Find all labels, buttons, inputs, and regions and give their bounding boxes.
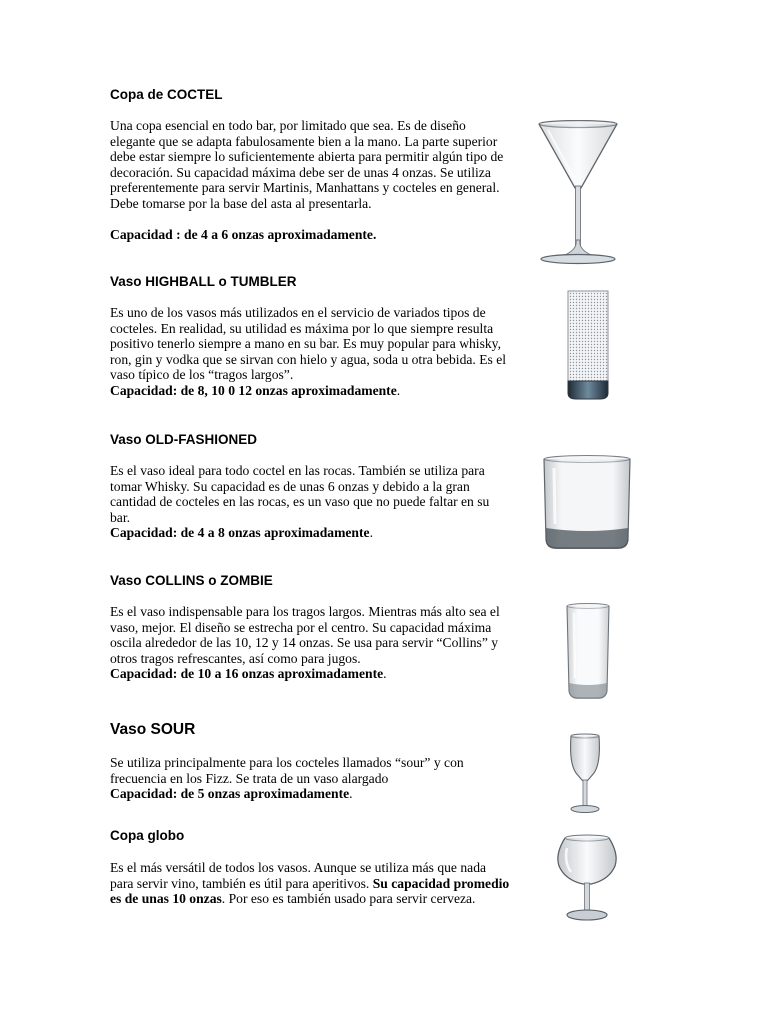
section-copa-coctel [110, 86, 520, 242]
sour-glass-icon [564, 733, 606, 817]
old-fashioned-glass-icon [542, 454, 632, 552]
section-title: Copa de COCTEL [110, 87, 223, 102]
highball-glass-icon [566, 289, 610, 401]
section-title: Copa globo [110, 828, 185, 843]
capacity-text: Capacidad : de 4 a 6 onzas aproximadamente. [110, 226, 377, 242]
section-title: Vaso COLLINS o ZOMBIE [110, 573, 273, 588]
section-body: Es uno de los vasos más utilizados en el servicio de variados tipos de cocteles. En realidad, su utilidad es máxima por lo que siempre resulta positivo tenerlo siempre a mano en su bar. Es muy popular para whisky, ron, gin y vodka que se sirvan con hielo y agua, soda u otra bebida. Es el vaso típico de los “tragos largos”. [110, 305, 507, 383]
section-title: Vaso SOUR [110, 721, 196, 738]
martini-glass-icon [538, 120, 618, 266]
section-body: Es el vaso ideal para todo coctel en las rocas. También se utiliza para tomar Whisky. Su capacidad es de unas 6 onzas y debido a la gran cantidad de cocteles en las rocas, es un vaso que no puede faltar en su bar. [110, 463, 490, 525]
section-vaso-highball [110, 273, 520, 399]
section-body: Es el vaso indispensable para los tragos largos. Mientras más alto sea el vaso, mejor. El diseño se estrecha por el centro. Su capacidad máxima oscila alrededor de las 10, 12 y 14 onzas. Se usa para servir “Collins” y otros tragos refrescantes, así como para jugos. [110, 604, 500, 666]
body-emphasis: Su capacidad promedio es de unas 10 onzas [110, 875, 510, 907]
section-body [110, 860, 510, 907]
capacity-text [110, 666, 520, 682]
section-title: Vaso OLD-FASHIONED [110, 432, 258, 447]
capacity-text [110, 383, 520, 399]
capacity-period: . [369, 525, 373, 541]
section-title: Vaso HIGHBALL o TUMBLER [110, 274, 297, 289]
capacity-value: Capacidad: de 4 a 8 onzas aproximadamente [110, 525, 370, 541]
body-text-end: . Por eso es también usado para servir cerveza. [221, 891, 476, 907]
capacity-period: . [349, 786, 353, 802]
section-body: Una copa esencial en todo bar, por limitado que sea. Es de diseño elegante que se adapta fabulosamente bien a la mano. La parte superior debe estar siempre lo suficientemente abierta para permitir algún tipo de decoración. Su capacidad máxima debe ser de unas 4 onzas. Se utiliza preferentemente para servir Martinis, Manhattans y cocteles en general. Debe tomarse por la base del asta al presentarla. [110, 118, 504, 211]
capacity-value: Capacidad: de 8, 10 0 12 onzas aproximadamente [110, 382, 397, 398]
collins-glass-icon [564, 603, 612, 701]
body-text: Es el más versátil de todos los vasos. Aunque se utiliza más que nada para servir vino, también es útil para aperitivos. [110, 860, 487, 891]
section-body: Se utiliza principalmente para los cocteles llamados “sour” y con frecuencia en los Fizz. Se trata de un vaso alargado [110, 755, 464, 786]
section-vaso-sour [110, 720, 520, 802]
section-copa-globo [110, 827, 520, 907]
section-vaso-old-fashioned [110, 431, 520, 541]
capacity-text [110, 786, 520, 802]
section-vaso-collins [110, 572, 520, 682]
capacity-value: Capacidad: de 10 a 16 onzas aproximadamente [110, 666, 384, 682]
capacity-value: Capacidad: de 5 onzas aproximadamente [110, 786, 350, 802]
capacity-period: . [383, 666, 387, 682]
capacity-period: . [396, 382, 401, 398]
capacity-text [110, 525, 520, 541]
globe-glass-icon [555, 834, 619, 926]
